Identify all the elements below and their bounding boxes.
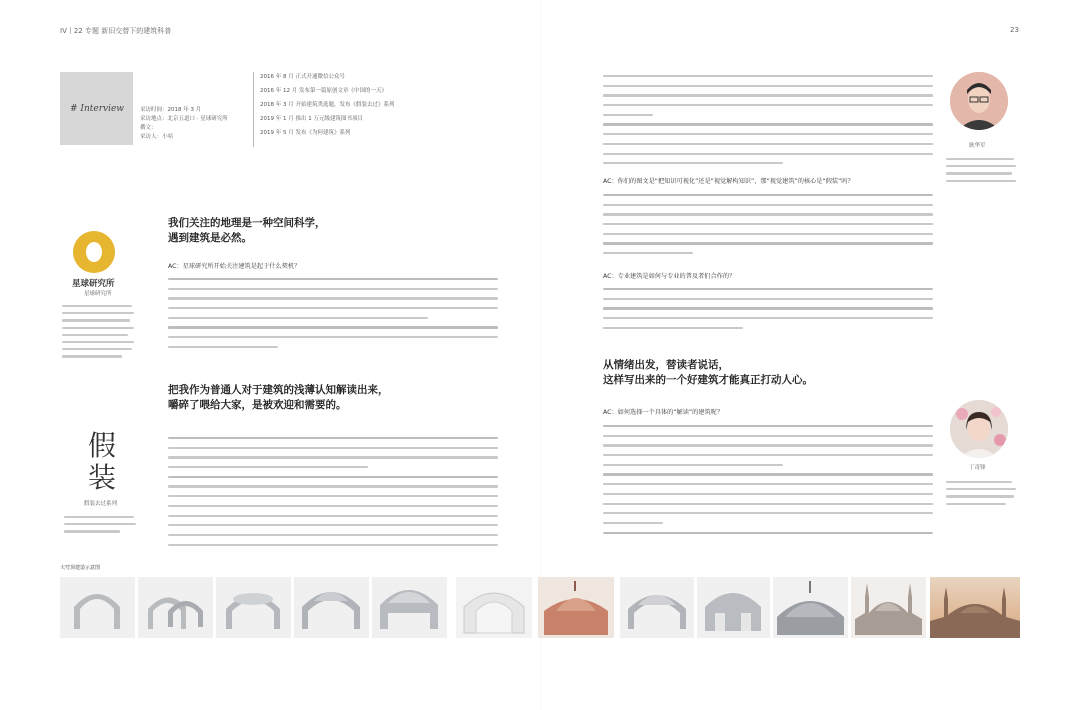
headline-3: [603, 358, 933, 388]
headline-1-line: 我们关注的地理是一种空间科学，: [168, 217, 326, 229]
page-header-left: IV丨22 专题 新旧交替下的建筑科普: [60, 27, 172, 35]
ac-question-4: AC：如何选择一个具体的“解读”的建筑呢？: [603, 409, 724, 416]
timeline-item: 2018 年 3 月 开始建筑类选题，发布《假装去过》系列: [260, 102, 395, 108]
dome-step-7: [620, 577, 694, 638]
ac-question-3: AC：专业建筑是如何与专业的普及者们合作的？: [603, 273, 736, 280]
body-text-2: [168, 437, 498, 553]
body-text-1: [168, 278, 498, 356]
logo-caption: 星球研究所: [84, 291, 112, 297]
jiazhuang-char: 装: [88, 461, 117, 494]
logo-name: 星球研究所: [72, 279, 115, 289]
headline-1-line: 遇到建筑是必然。: [168, 232, 252, 244]
portrait-geng-illustration: [950, 72, 1008, 130]
meta-value-interviewer: 小咕: [162, 134, 174, 140]
headline-2-line: 把我作为普通人对于建筑的浅薄认知解读出来，: [168, 384, 389, 396]
jiazhuang-caption: 假装去过系列: [84, 501, 118, 507]
dome-step-8: [697, 577, 770, 638]
logo-caption-text: [62, 305, 137, 363]
timeline-item: 2016 年 12 月 发布第一篇原创文章《中国的一天》: [260, 88, 387, 94]
portrait-ding-illustration: [950, 400, 1008, 458]
person1-name: 耿华军: [969, 143, 986, 149]
meta-block: [140, 106, 245, 142]
meta-value-time: 2018 年 3 月: [167, 107, 202, 113]
jiazhuang-char: 假: [88, 429, 117, 462]
interview-tag: # Interview: [70, 104, 124, 114]
meta-value-place: 北京五道口 · 星球研究所: [167, 116, 228, 122]
person1-caption-text: [946, 158, 1016, 187]
meta-label-time: 采访时间：: [140, 107, 168, 113]
meta-label-writer: 撰文：: [140, 125, 157, 131]
page-number-right: 23: [1010, 26, 1019, 34]
right-body-1: [603, 75, 933, 172]
timeline-rule: [253, 72, 254, 147]
jiazhuang-caption-text: [64, 516, 136, 538]
headline-2: [168, 383, 498, 413]
headline-3-line: 从情绪出发，替读者说话，: [603, 359, 729, 371]
dome-step-5: [372, 577, 447, 638]
dome-step-1: [60, 577, 135, 638]
timeline-list: [260, 70, 490, 140]
meta-label-place: 采访地点：: [140, 116, 168, 122]
dome-step-2: [138, 577, 213, 638]
headline-1: [168, 216, 498, 246]
timeline-item: 2019 年 1 月 推出 1 万元级建筑图书项目: [260, 116, 363, 122]
hagia-sophia-model: [851, 577, 926, 638]
strip-label: 大穹顶建造示意图: [60, 565, 101, 571]
portrait-geng: [950, 72, 1008, 130]
interview-tag-box: [60, 72, 133, 145]
right-body-4: [603, 425, 933, 541]
person2-caption-text: [946, 481, 1016, 510]
person2-name: 丁奇锋: [969, 465, 986, 471]
portrait-ding: [950, 400, 1008, 458]
planet-institute-logo: [73, 231, 115, 273]
ac-question-1: AC：星球研究所开始关注建筑是起于什么契机？: [168, 263, 301, 270]
timeline-item: 2016 年 8 月 正式开通微信公众号: [260, 74, 345, 80]
ac-question-2: AC：你们的图文是“把知识可视化”还是“视觉解构知识”，那“视觉建筑”的核心是“假装”吗？: [603, 178, 854, 185]
headline-2-line: 嚼碎了喂给大家，是被欢迎和需要的。: [168, 399, 347, 411]
right-body-3: [603, 288, 933, 336]
right-body-2: [603, 194, 933, 262]
meta-label-interviewer: 采访人：: [140, 134, 163, 140]
dome-step-4: [294, 577, 369, 638]
jiazhuang-calligraphy: [88, 430, 116, 494]
dome-step-9: [773, 577, 848, 638]
hagia-sophia-section: [538, 577, 614, 638]
hagia-sophia-photo: [930, 577, 1020, 638]
dome-step-3: [216, 577, 291, 638]
dome-step-6-pattern: [456, 577, 532, 638]
headline-3-line: 这样写出来的一个好建筑才能真正打动人心。: [603, 374, 813, 386]
timeline-item: 2019 年 5 月 发布《为何建筑》系列: [260, 130, 351, 136]
